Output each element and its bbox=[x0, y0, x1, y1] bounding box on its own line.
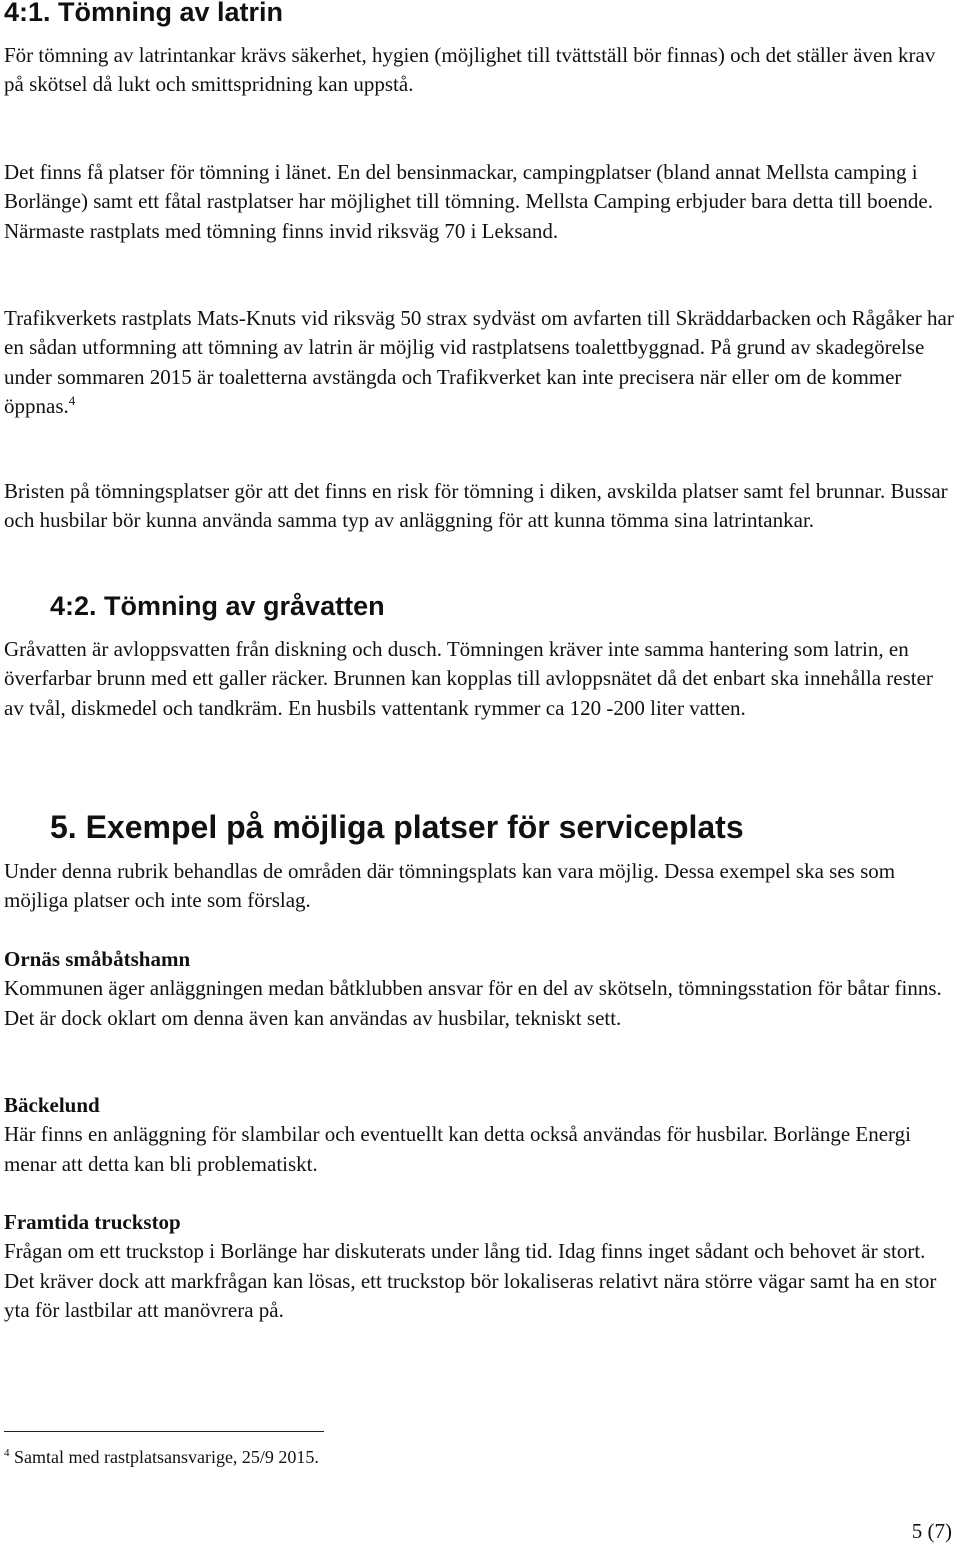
paragraph-text: Det finns få platser för tömning i länet. En del bensinmackar, campingplatser (bland annat Mellsta camping i Borlänge) samt ett fåtal rastplatser har möjlighet till tömning. Mellsta Camping erbjuder bara detta till boende. Närmaste rastplats med tömning finns invid riksväg 70 i Leksand. bbox=[4, 160, 933, 243]
section-5-heading: 5. Exempel på möjliga platser för serviceplats bbox=[50, 809, 744, 845]
paragraph-body: Trafikverkets rastplats Mats-Knuts vid riksväg 50 strax sydväst om avfarten till Skräddarbacken och Rågåker har en sådan utformning att tömning av latrin är möjlig vid rastplatsens toalettbyggnad. På grund av skadegörelse under sommaren 2015 är toaletterna avstängda och Trafikverket kan inte precisera när eller om de kommer öppnas. bbox=[4, 306, 954, 418]
section-4-2-paragraph-1 bbox=[4, 635, 954, 723]
paragraph-text bbox=[4, 304, 954, 421]
place-text: Kommunen äger anläggningen medan båtklubben ansvar för en del av skötseln, tömningsstation för båtar finns. Det är dock oklart om denna även kan användas av husbilar, tekniskt sett. bbox=[4, 976, 942, 1030]
paragraph-text: Bristen på tömningsplatser gör att det finns en risk för tömning i diken, avskilda platser samt fel brunnar. Bussar och husbilar bör kunna använda samma typ av anläggning för att kunna tömma sina latrintankar. bbox=[4, 479, 948, 533]
section-4-1-heading: 4:1. Tömning av latrin bbox=[4, 0, 284, 27]
paragraph-text: Gråvatten är avloppsvatten från diskning och dusch. Tömningen kräver inte samma hantering som latrin, en överfarbar brunn med ett galler räcker. Brunnen kan kopplas till avloppsnätet då det enbart ska innehålla rester av tvål, diskmedel och tandkräm. En husbils vattentank rymmer ca 120 -200 liter vatten. bbox=[4, 637, 933, 720]
place-title: Bäckelund bbox=[4, 1093, 100, 1117]
place-backelund bbox=[4, 1091, 954, 1179]
section-4-1-paragraph-3 bbox=[4, 304, 954, 421]
place-ornas bbox=[4, 945, 954, 1033]
section-4-1-paragraph-4 bbox=[4, 477, 954, 536]
footnote bbox=[4, 1445, 319, 1469]
footnote-divider bbox=[4, 1431, 324, 1432]
section-4-1-paragraph-2 bbox=[4, 158, 954, 246]
place-text: Frågan om ett truckstop i Borlänge har diskuterats under lång tid. Idag finns inget sådant och behovet är stort. Det kräver dock att markfrågan kan lösas, ett truckstop bör lokaliseras relativt nära större vägar samt ha en stor yta för lastbilar att manövrera på. bbox=[4, 1239, 937, 1322]
paragraph-text: För tömning av latrintankar krävs säkerhet, hygien (möjlighet till tvättställ bör finnas) och det ställer även krav på skötsel då lukt och smittspridning kan uppstå. bbox=[4, 43, 936, 97]
place-title: Ornäs småbåtshamn bbox=[4, 947, 191, 971]
place-truckstop bbox=[4, 1208, 954, 1325]
section-4-1-paragraph-1 bbox=[4, 41, 954, 100]
footnote-number: 4 bbox=[4, 1447, 10, 1459]
footnote-text: Samtal med rastplatsansvarige, 25/9 2015. bbox=[14, 1447, 319, 1467]
section-5-intro bbox=[4, 857, 954, 916]
footnote-reference[interactable]: 4 bbox=[68, 392, 76, 408]
page-number: 5 (7) bbox=[911, 1519, 952, 1543]
section-4-2-heading: 4:2. Tömning av gråvatten bbox=[50, 591, 385, 621]
place-title: Framtida truckstop bbox=[4, 1210, 181, 1234]
paragraph-text: Under denna rubrik behandlas de områden där tömningsplats kan vara möjlig. Dessa exempel ska ses som möjliga platser och inte som förslag. bbox=[4, 859, 896, 913]
place-text: Här finns en anläggning för slambilar och eventuellt kan detta också användas för husbilar. Borlänge Energi menar att detta kan bli problematiskt. bbox=[4, 1122, 911, 1176]
